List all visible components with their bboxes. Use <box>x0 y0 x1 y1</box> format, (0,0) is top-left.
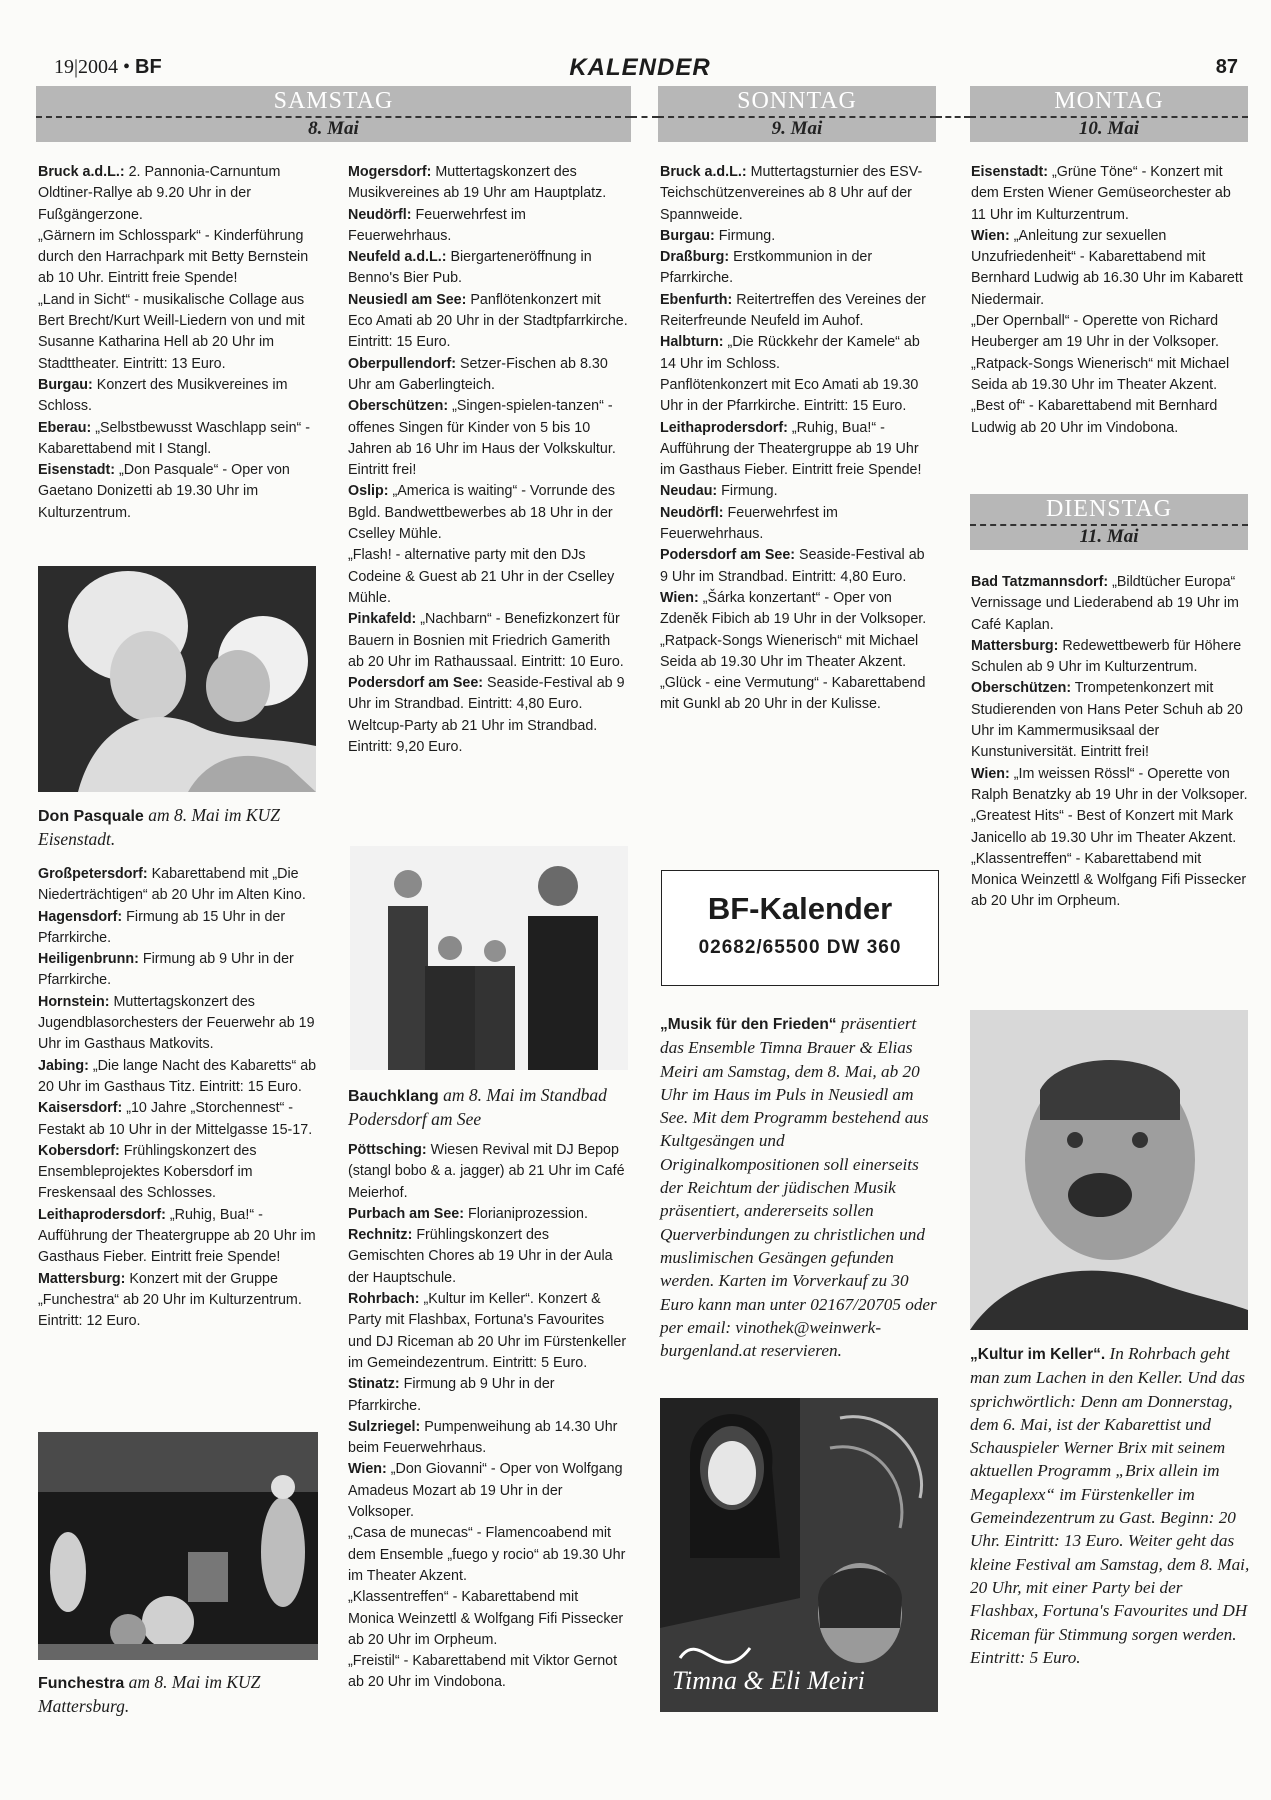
listing-text: Muttertagsturnier des ESV-Teichschützenvereines ab 8 Uhr auf der Spannweide. <box>660 164 923 223</box>
listing-place: Halbturn: <box>660 334 724 351</box>
photo-funchestra <box>38 1432 318 1660</box>
listing-text: Muttertagskonzert des Jugendblasorchesters der Feuerwehr ab 19 Uhr im Gasthaus Matkovits. <box>38 993 315 1053</box>
listing-place: Eisenstadt: <box>38 462 116 479</box>
photo-don-pasquale <box>38 566 316 792</box>
listing-text: „Don Giovanni“ - Oper von Wolfgang Amadeus Mozart ab 19 Uhr in der Volksoper. <box>348 1461 623 1521</box>
listing-place: Mattersburg: <box>971 637 1059 654</box>
listing-text: Seaside-Festival ab 9 Uhr im Strandbad. Eintritt: 4,80 Euro. <box>348 675 625 713</box>
listing-item <box>348 1417 628 1460</box>
listing-text: Redewettbewerb für Höhere Schulen ab 9 Uhr im Kulturzentrum. <box>971 637 1242 676</box>
listing-text: „Selbstbewusst Waschlapp sein“ - Kabarettabend mit I Stangl. <box>38 419 311 457</box>
listing-place: Eberau: <box>38 419 92 436</box>
day-header-samstag <box>36 86 631 142</box>
listing-text: Setzer-Fischen ab 8.30 Uhr am Gaberlingteich. <box>348 355 608 393</box>
listing-item <box>348 1651 628 1694</box>
feature-text: In Rohrbach geht man zum Lachen in den Keller. Und das sprichwörtlich: Denn am Donnerstag, dem 6. Mai, ist der Kabarettist und Schauspieler Werner Brix mit seinem aktuellen Programm „Brix allein im Megaplexx“ im Fürstenkeller im Gemeindezentrum zu Gast. Beginn: 20 Uhr. Eintritt: 13 Euro. Weiter geht das kleine Festival am Samstag, dem 8. Mai, 20 Uhr, mit einer Party bei der Flashbax, Fortuna's Favourites und DH Riceman für Stimmung sorgen werden. Eintritt: 5 Euro. <box>970 1344 1250 1667</box>
listing-text: Firmung ab 9 Uhr in der Pfarrkirche. <box>38 951 294 989</box>
listing-text: „Kultur im Keller“. Konzert & Party mit Flashbax, Fortuna's Favourites und DJ Riceman ab 20 Uhr im Fürstenkeller im Gemeindezentrum. Eintritt: 5 Euro. <box>348 1291 627 1371</box>
listing-item <box>660 375 936 418</box>
listing-item <box>971 806 1249 849</box>
listing-place: Oberschützen: <box>348 398 449 415</box>
caption-funchestra <box>38 1671 318 1718</box>
listing-item <box>348 1289 628 1374</box>
listing-item <box>660 545 936 588</box>
listing-place: Neufeld a.d.L.: <box>348 249 447 266</box>
listing-place: Bruck a.d.L.: <box>38 164 125 180</box>
caption-bold: Bauchklang <box>348 1088 439 1105</box>
listing-text: Pumpenweihung ab 14.30 Uhr beim Feuerwehrhaus. <box>348 1418 618 1457</box>
listing-text: „Casa de munecas“ - Flamencoabend mit dem Ensemble „fuego y rocio“ ab 19.30 Uhr im Theater Akzent. <box>348 1525 626 1584</box>
feature-bold: „Kultur im Keller“. <box>970 1346 1106 1363</box>
photo-funchestra-art <box>38 1432 318 1660</box>
day-header-montag <box>970 86 1248 142</box>
listing-text: „Der Opernball“ - Operette von Richard Heuberger am 19 Uhr in der Volksoper. <box>971 313 1219 351</box>
listing-text: Firmung ab 9 Uhr in der Pfarrkirche. <box>348 1376 555 1414</box>
day-header-dienstag <box>970 494 1248 550</box>
listing-place: Kobersdorf: <box>38 1142 120 1159</box>
listing-place: Leithaprodersdorf: <box>38 1206 166 1223</box>
listing-item <box>348 396 628 481</box>
listing-text: „Klassentreffen“ - Kabarettabend mit Monica Weinzettl & Wolfgang Fifi Pissecker ab 20 Uhr im Orpheum. <box>348 1589 624 1648</box>
listing-place: Pinkafeld: <box>348 611 417 628</box>
listing-text: Panflötenkonzert mit Eco Amati ab 20 Uhr in der Stadtpfarrkirche. Eintritt: 15 Euro. <box>348 291 628 351</box>
day-name: SONNTAG <box>737 88 857 114</box>
listing-place: Burgau: <box>38 376 93 393</box>
listing-item <box>660 481 936 502</box>
listing-item <box>971 636 1249 679</box>
listing-text: Frühlingskonzert des Gemischten Chores ab 19 Uhr in der Aula der Hauptschule. <box>348 1227 613 1286</box>
listing-place: Oberschützen: <box>971 680 1072 697</box>
listing-text: „Die Rückkehr der Kamele“ ab 14 Uhr im Schloss. <box>660 334 920 372</box>
listing-text: „Best of“ - Kabarettabend mit Bernhard Ludwig ab 20 Uhr im Vindobona. <box>971 398 1218 436</box>
col1-top-listings <box>38 162 318 524</box>
listing-item <box>38 864 318 907</box>
listing-place: Rohrbach: <box>348 1291 420 1308</box>
photo-signature: Timna & Eli Meiri <box>672 1666 865 1695</box>
listing-text: Feuerwehrfest im Feuerwehrhaus. <box>660 504 838 543</box>
listing-text: „Ratpack-Songs Wienerisch“ mit Michael Seida ab 19.30 Uhr im Theater Akzent. <box>971 355 1230 393</box>
photo-bauchklang-art <box>350 846 628 1070</box>
caption-bold: Don Pasquale <box>38 808 144 825</box>
listing-item <box>38 290 318 375</box>
listing-item <box>348 1523 628 1587</box>
listing-place: Wien: <box>971 227 1010 244</box>
listing-text: „Grüne Töne“ - Konzert mit dem Ersten Wiener Gemüseorchester ab 11 Uhr im Kulturzentrum. <box>971 164 1231 223</box>
listing-item <box>38 992 318 1056</box>
listing-item <box>38 162 318 226</box>
listing-item <box>38 1141 318 1205</box>
photo-werner-brix <box>970 1010 1248 1330</box>
listing-item <box>660 673 936 716</box>
listing-place: Eisenstadt: <box>971 164 1049 180</box>
listing-text: „America is waiting“ - Vorrunde des Bgld. Bandwettbewerbes ab 18 Uhr in der Cselley Mühle. <box>348 483 615 543</box>
listing-item <box>971 354 1249 397</box>
listing-text: „Im weissen Rössl“ - Operette von Ralph Benatzky ab 19 Uhr in der Volksoper. <box>971 765 1248 803</box>
dashed-rule <box>631 116 658 118</box>
listing-text: Muttertagskonzert des Musikvereines ab 19 Uhr am Hauptplatz. <box>348 164 607 202</box>
listing-text: Konzert des Musikvereines im Schloss. <box>38 376 288 415</box>
listing-place: Wien: <box>660 589 699 606</box>
bf-kalender-title: BF-Kalender <box>707 891 893 926</box>
listing-text: Reitertreffen des Vereines der Reiterfreunde Neufeld im Auhof. <box>660 291 926 330</box>
photo-don-pasquale-art <box>38 566 316 792</box>
feature-bold: „Musik für den Frieden“ <box>660 1016 837 1033</box>
listing-text: „Klassentreffen“ - Kabarettabend mit Monica Weinzettl & Wolfgang Fifi Pissecker ab 20 Uhr im Orpheum. <box>971 850 1247 910</box>
listing-text: „Land in Sicht“ - musikalische Collage aus Bert Brecht/Kurt Weill-Liedern von und mit Susanne Katharina Hell ab 20 Uhr im Stadttheater. Eintritt: 13 Euro. <box>38 291 305 372</box>
bf-kalender-phone: 02682/65500 DW 360 <box>698 937 902 958</box>
caption-bold: Funchestra <box>38 1675 125 1692</box>
col2-top-listings <box>348 162 628 758</box>
photo-timna-elias-art <box>660 1398 938 1712</box>
listing-text: Frühlingskonzert des Ensembleprojektes Kobersdorf im Freskensaal des Schlosses. <box>38 1142 257 1202</box>
listing-item <box>660 503 936 546</box>
day-name: MONTAG <box>1054 88 1164 114</box>
listing-item <box>348 162 628 205</box>
listing-place: Mattersburg: <box>38 1270 126 1287</box>
listing-item <box>38 949 318 992</box>
listing-text: „Freistil“ - Kabarettabend mit Viktor Gernot ab 20 Uhr im Vindobona. <box>348 1653 618 1691</box>
listing-place: Leithaprodersdorf: <box>660 419 788 436</box>
listing-item <box>38 226 318 290</box>
listing-text: Weltcup-Party ab 21 Uhr im Strandbad. Eintritt: 9,20 Euro. <box>348 717 598 756</box>
listing-text: Erstkommunion in der Pfarrkirche. <box>660 249 873 287</box>
listing-place: Podersdorf am See: <box>348 675 484 692</box>
listing-item <box>38 1269 318 1333</box>
listing-item <box>348 716 628 759</box>
listing-item <box>348 545 628 609</box>
listing-item <box>38 1098 318 1141</box>
listing-item <box>348 1587 628 1651</box>
listing-item <box>38 1056 318 1099</box>
issue-number: 19|2004 <box>54 56 119 78</box>
caption-text: am 8. Mai im KUZ Eisenstadt. <box>38 805 280 849</box>
listing-text: 2. Pannonia-Carnuntum Oldtiner-Rallye ab 9.20 Uhr in der Fußgängerzone. <box>38 164 281 223</box>
listing-place: Podersdorf am See: <box>660 547 796 564</box>
listing-text: Kabarettabend mit „Die Niederträchtigen“ ab 20 Uhr im Alten Kino. <box>38 866 306 904</box>
caption-text: am 8. Mai im Standbad Podersdorf am See <box>348 1085 607 1129</box>
caption-don-pasquale <box>38 804 318 851</box>
listing-item <box>971 849 1249 913</box>
listing-item <box>348 354 628 397</box>
day-date: 9. Mai <box>771 118 823 139</box>
page-number: 87 <box>1215 56 1238 78</box>
col1-mid-listings <box>38 864 318 1333</box>
listing-text: Firmung. <box>717 483 778 500</box>
listing-item <box>660 226 936 247</box>
listing-place: Wien: <box>971 765 1010 782</box>
listing-item <box>348 673 628 716</box>
listing-place: Burgau: <box>660 227 715 244</box>
listing-text: Wiesen Revival mit DJ Bepop (stangl bobo & a. jagger) ab 21 Uhr im Café Meierhof. <box>348 1142 625 1201</box>
listing-place: Stinatz: <box>348 1376 400 1393</box>
listing-item <box>971 162 1249 226</box>
listing-item <box>971 764 1249 807</box>
listing-text: „Ratpack-Songs Wienerisch“ mit Michael Seida ab 19.30 Uhr im Theater Akzent. <box>660 632 919 670</box>
listing-text: Panflötenkonzert mit Eco Amati ab 19.30 Uhr in der Pfarrkirche. Eintritt: 15 Euro. <box>660 376 919 415</box>
day-name: SAMSTAG <box>273 88 394 114</box>
listing-item <box>971 678 1249 763</box>
listing-place: Wien: <box>348 1461 387 1478</box>
listing-text: „Glück - eine Vermutung“ - Kabarettabend mit Gunkl ab 20 Uhr in der Kulisse. <box>660 675 926 713</box>
listing-text: Firmung ab 15 Uhr in der Pfarrkirche. <box>38 908 286 946</box>
listing-item <box>348 1140 628 1204</box>
listing-place: Großpetersdorf: <box>38 866 148 882</box>
listing-text: „Ruhig, Bua!“ - Aufführung der Theatergruppe ab 20 Uhr im Gasthaus Fieber. Eintritt freie Spende! <box>38 1206 316 1266</box>
listing-text: Seaside-Festival ab 9 Uhr im Strandbad. Eintritt: 4,80 Euro. <box>660 547 925 585</box>
listing-item <box>348 247 628 290</box>
listing-item <box>660 588 936 631</box>
bf-kalender-box <box>661 870 939 986</box>
listing-place: Purbach am See: <box>348 1205 465 1222</box>
listing-item <box>971 226 1249 311</box>
day-date: 8. Mai <box>308 118 359 139</box>
day-date: 11. Mai <box>1079 526 1139 547</box>
listing-text: „Singen-spielen-tanzen“ - offenes Singen für Kinder von 5 bis 10 Jahren ab 16 Uhr im Haus der Volkskultur. Eintritt frei! <box>348 398 616 479</box>
listing-text: Firmung. <box>714 227 776 244</box>
listing-item <box>38 418 318 461</box>
day-name: DIENSTAG <box>1045 496 1173 522</box>
listing-item <box>38 907 318 950</box>
col2-bottom-listings <box>348 1140 628 1694</box>
caption-bauchklang <box>348 1084 630 1131</box>
page-header <box>36 52 1244 86</box>
section-title: KALENDER <box>569 54 711 81</box>
listing-item <box>660 162 936 226</box>
feature-kultur-keller <box>970 1342 1252 1669</box>
listing-place: Draßburg: <box>660 249 730 266</box>
listing-item <box>660 332 936 375</box>
listing-item <box>348 1459 628 1523</box>
listing-item <box>660 631 936 674</box>
listing-text: Konzert mit der Gruppe „Funchestra“ ab 20 Uhr im Kulturzentrum. Eintritt: 12 Euro. <box>38 1270 302 1330</box>
listing-place: Oberpullendorf: <box>348 355 457 372</box>
listing-text: „Nachbarn“ - Benefizkonzert für Bauern in Bosnien mit Friedrich Gamerith ab 20 Uhr im Rathaussaal. Eintritt: 10 Euro. <box>348 611 624 670</box>
listing-text: „Bildtücher Europa“ Vernissage und Liederabend ab 19 Uhr im Café Kaplan. <box>971 574 1239 633</box>
listing-text: „10 Jahre „Storchennest“ - Festakt ab 10 Uhr in der Mittelgasse 15-17. <box>38 1100 313 1138</box>
col4-mid-listings <box>971 572 1249 913</box>
photo-bauchklang <box>350 846 628 1070</box>
listing-text: Feuerwehrfest im Feuerwehrhaus. <box>348 206 526 244</box>
listing-place: Neudörfl: <box>660 504 724 521</box>
listing-place: Jabing: <box>38 1057 89 1074</box>
listing-place: Hornstein: <box>38 993 110 1010</box>
listing-place: Mogersdorf: <box>348 164 432 180</box>
listing-place: Neusiedl am See: <box>348 291 467 308</box>
listing-item <box>971 396 1249 439</box>
listing-item <box>348 290 628 354</box>
listing-place: Hagensdorf: <box>38 908 123 925</box>
photo-timna-elias <box>660 1398 938 1712</box>
listing-place: Ebenfurth: <box>660 291 733 308</box>
listing-place: Sulzriegel: <box>348 1418 421 1435</box>
day-header-sonntag <box>658 86 936 142</box>
listing-place: Kaisersdorf: <box>38 1100 123 1117</box>
brand-label: BF <box>135 56 162 78</box>
listing-item <box>38 460 318 524</box>
listing-place: Neudau: <box>660 483 718 500</box>
feature-musik-frieden <box>660 1012 942 1362</box>
listing-item <box>348 205 628 248</box>
listing-text: „Flash! - alternative party mit den DJs Codeine & Guest ab 21 Uhr in der Cselley Mühle. <box>348 547 615 606</box>
listing-text: „Šárka konzertant“ - Oper von Zdeněk Fibich ab 19 Uhr in der Volksoper. <box>660 589 927 628</box>
col4-top-listings <box>971 162 1249 439</box>
col3-top-listings <box>660 162 936 716</box>
listing-item <box>971 572 1249 636</box>
listing-text: Trompetenkonzert mit Studierenden von Hans Peter Schuh ab 20 Uhr im Kammermusiksaal der Kunstuniversität. Eintritt frei! <box>971 680 1243 761</box>
listing-item <box>660 418 936 482</box>
listing-place: Pöttsching: <box>348 1142 427 1158</box>
listing-text: „Anleitung zur sexuellen Unzufriedenheit“ - Kabarettabend mit Bernhard Ludwig ab 16.30 Uhr im Kabarett Niedermair. <box>971 227 1243 308</box>
issue-bullet: • <box>123 56 131 78</box>
listing-place: Bruck a.d.L.: <box>660 164 747 180</box>
listing-item <box>348 1374 628 1417</box>
listing-item <box>660 290 936 333</box>
listing-item <box>38 1205 318 1269</box>
feature-text: präsentiert das Ensemble Timna Brauer & Elias Meiri am Samstag, dem 8. Mai, ab 20 Uhr im Haus im Puls in Neusiedl am See. Mit dem Programm bestehend aus Kultgesängen und Originalkompositionen soll einerseits der Reichtum der jüdischen Musik präsentiert, andererseits sollen Querverbindungen zu christlichen und muslimischen Gesängen gefunden werden. Karten im Vorverkauf zu 30 Euro kann man unter 02167/20705 oder per email: vinothek@weinwerk-burgenland.at reservieren. <box>660 1014 937 1361</box>
listing-item <box>660 247 936 290</box>
listing-text: Florianiprozession. <box>464 1205 588 1222</box>
listing-text: „Don Pasquale“ - Oper von Gaetano Donizetti ab 19.30 Uhr im Kulturzentrum. <box>38 462 290 521</box>
listing-place: Rechnitz: <box>348 1227 413 1244</box>
listing-item <box>348 1225 628 1289</box>
listing-place: Bad Tatzmannsdorf: <box>971 574 1109 590</box>
listing-place: Heiligenbrunn: <box>38 951 139 968</box>
listing-text: Biergarteneröffnung in Benno's Bier Pub. <box>348 249 592 287</box>
dashed-rule <box>936 116 970 118</box>
listing-text: „Ruhig, Bua!“ - Aufführung der Theatergruppe ab 19 Uhr im Gasthaus Fieber. Eintritt freie Spende! <box>660 419 922 479</box>
listing-item <box>38 375 318 418</box>
listing-item <box>348 481 628 545</box>
listing-text: „Die lange Nacht des Kabaretts“ ab 20 Uhr im Gasthaus Titz. Eintritt: 15 Euro. <box>38 1057 317 1095</box>
listing-item <box>971 311 1249 354</box>
listing-place: Neudörfl: <box>348 206 412 223</box>
listing-item <box>348 1204 628 1225</box>
listing-place: Oslip: <box>348 483 389 500</box>
listing-text: „Gärnern im Schlosspark“ - Kinderführung durch den Harrachpark mit Betty Bernstein ab 10 Uhr. Eintritt freie Spende! <box>38 227 309 287</box>
day-date: 10. Mai <box>1078 118 1140 139</box>
listing-item <box>348 609 628 673</box>
listing-text: „Greatest Hits“ - Best of Konzert mit Mark Janicello ab 19.30 Uhr im Theater Akzent. <box>971 808 1237 846</box>
caption-text: am 8. Mai im KUZ Mattersburg. <box>38 1672 261 1716</box>
photo-werner-brix-art <box>970 1010 1248 1330</box>
